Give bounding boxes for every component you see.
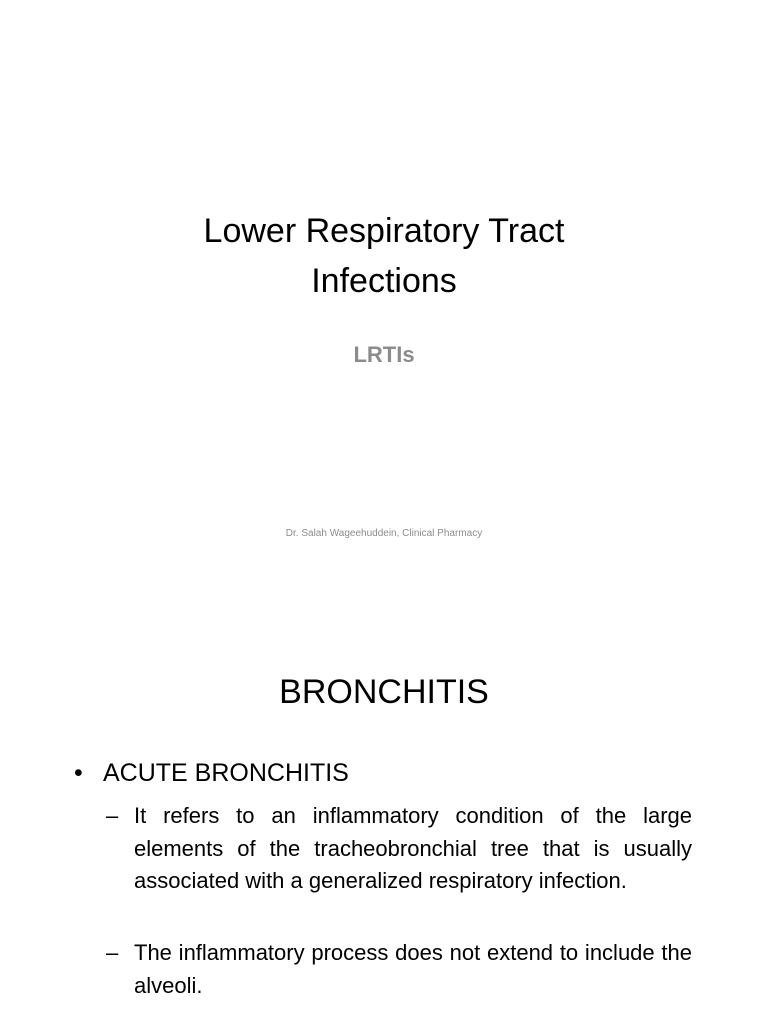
slide-footer: Dr. Salah Wageehuddein, Clinical Pharmacy — [285, 528, 483, 539]
slide-subtitle: LRTIs — [353, 342, 415, 367]
sub-bullet-item — [106, 800, 692, 898]
dash-marker: – — [106, 803, 119, 828]
sub-bullet-text: The inflammatory process does not extend to include the alveoli. — [134, 940, 692, 998]
title-line-1: Lower Respiratory Tract — [203, 212, 565, 250]
title-line-2: Infections — [311, 262, 457, 300]
sub-bullet-text: It refers to an inflammatory condition of the large elements of the tracheobronchial tree that is usually associated with a generalized respiratory infection. — [134, 803, 692, 893]
sub-bullet-item — [106, 937, 692, 1002]
bullet-text: ACUTE BRONCHITIS — [103, 759, 349, 787]
slide-title-heading — [0, 206, 768, 306]
slide-heading: BRONCHITIS — [279, 673, 489, 711]
bullet-marker: • — [74, 759, 83, 787]
bullet-item — [74, 757, 694, 789]
slide-bronchitis — [0, 576, 768, 1024]
dash-marker: – — [106, 940, 119, 965]
